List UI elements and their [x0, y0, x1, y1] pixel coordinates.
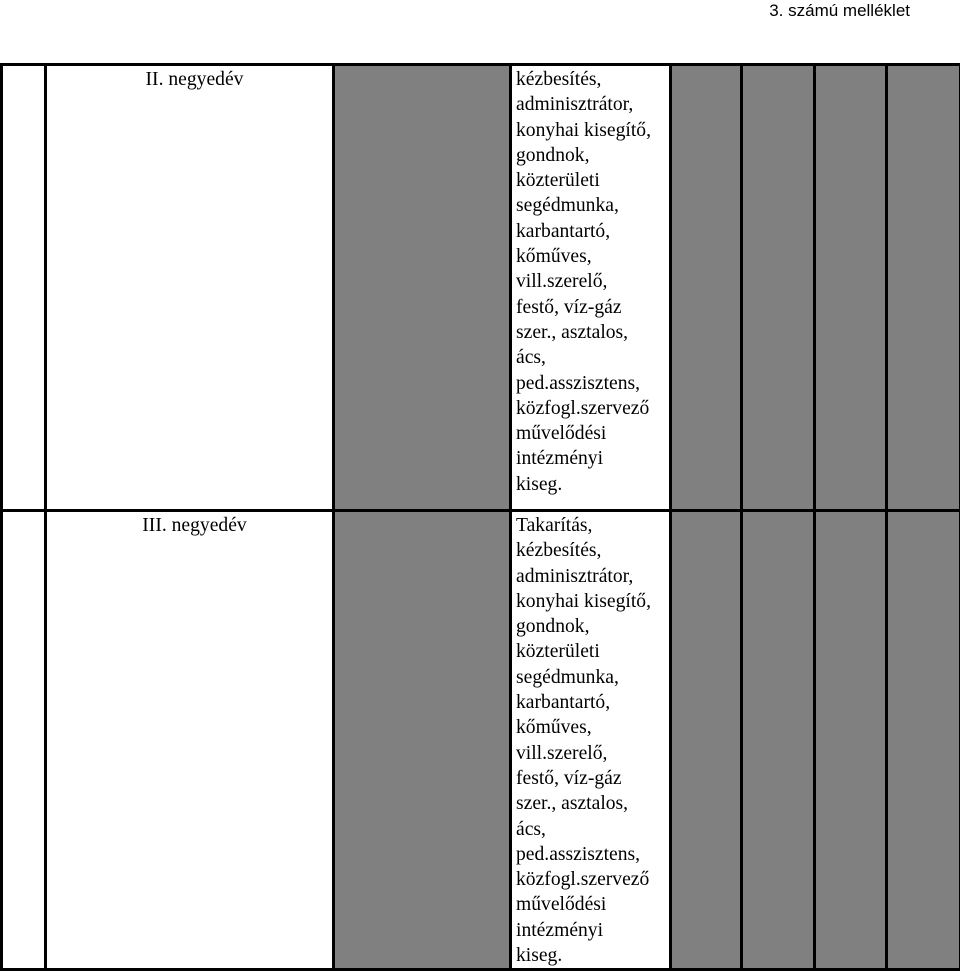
job-line: intézményi	[516, 918, 669, 943]
shaded-cell	[887, 65, 960, 511]
job-line: festő, víz-gáz	[516, 295, 669, 320]
job-line: kézbesítés,	[516, 67, 669, 92]
jobs-list	[516, 513, 669, 968]
blank-cell	[2, 511, 46, 970]
table-row	[2, 511, 960, 970]
job-line: gondnok,	[516, 143, 669, 168]
job-line: ács,	[516, 345, 669, 370]
job-line: karbantartó,	[516, 690, 669, 715]
job-line: adminisztrátor,	[516, 564, 669, 589]
job-line: kőműves,	[516, 715, 669, 740]
job-line: ped.asszisztens,	[516, 371, 669, 396]
job-line: konyhai kisegítő,	[516, 589, 669, 614]
job-line: kézbesítés,	[516, 538, 669, 563]
shaded-cell	[742, 511, 815, 970]
quarter-label: II. negyedév	[136, 67, 244, 92]
job-line: kiseg.	[516, 943, 669, 968]
job-line: ped.asszisztens,	[516, 842, 669, 867]
shaded-cell	[815, 65, 887, 511]
job-line: karbantartó,	[516, 219, 669, 244]
shaded-cell	[334, 511, 511, 970]
shaded-cell	[742, 65, 815, 511]
job-line: intézményi	[516, 446, 669, 471]
job-line: szer., asztalos,	[516, 320, 669, 345]
job-line: segédmunka,	[516, 665, 669, 690]
job-line: vill.szerelő,	[516, 741, 669, 766]
job-line: szer., asztalos,	[516, 791, 669, 816]
job-line: kőműves,	[516, 244, 669, 269]
job-line: Takarítás,	[516, 513, 669, 538]
job-line: közterületi	[516, 168, 669, 193]
job-line: művelődési	[516, 892, 669, 917]
shaded-cell	[815, 511, 887, 970]
job-line: adminisztrátor,	[516, 92, 669, 117]
job-line: gondnok,	[516, 614, 669, 639]
job-line: festő, víz-gáz	[516, 766, 669, 791]
quarter-cell	[46, 511, 334, 970]
shaded-cell	[887, 511, 960, 970]
jobs-cell	[511, 65, 671, 511]
job-line: közterületi	[516, 639, 669, 664]
shaded-cell	[671, 511, 742, 970]
job-line: kiseg.	[516, 472, 669, 497]
quarter-label: III. negyedév	[132, 513, 246, 538]
job-line: közfogl.szervező	[516, 396, 669, 421]
job-line: vill.szerelő,	[516, 269, 669, 294]
job-line: közfogl.szervező	[516, 867, 669, 892]
job-line: segédmunka,	[516, 193, 669, 218]
job-line: konyhai kisegítő,	[516, 118, 669, 143]
schedule-table	[0, 63, 960, 971]
jobs-cell	[511, 511, 671, 970]
quarter-cell	[46, 65, 334, 511]
jobs-list	[516, 67, 669, 497]
annex-label: 3. számú melléklet	[769, 0, 910, 22]
table-row	[2, 65, 960, 511]
blank-cell	[2, 65, 46, 511]
job-line: ács,	[516, 817, 669, 842]
job-line: művelődési	[516, 421, 669, 446]
shaded-cell	[334, 65, 511, 511]
shaded-cell	[671, 65, 742, 511]
